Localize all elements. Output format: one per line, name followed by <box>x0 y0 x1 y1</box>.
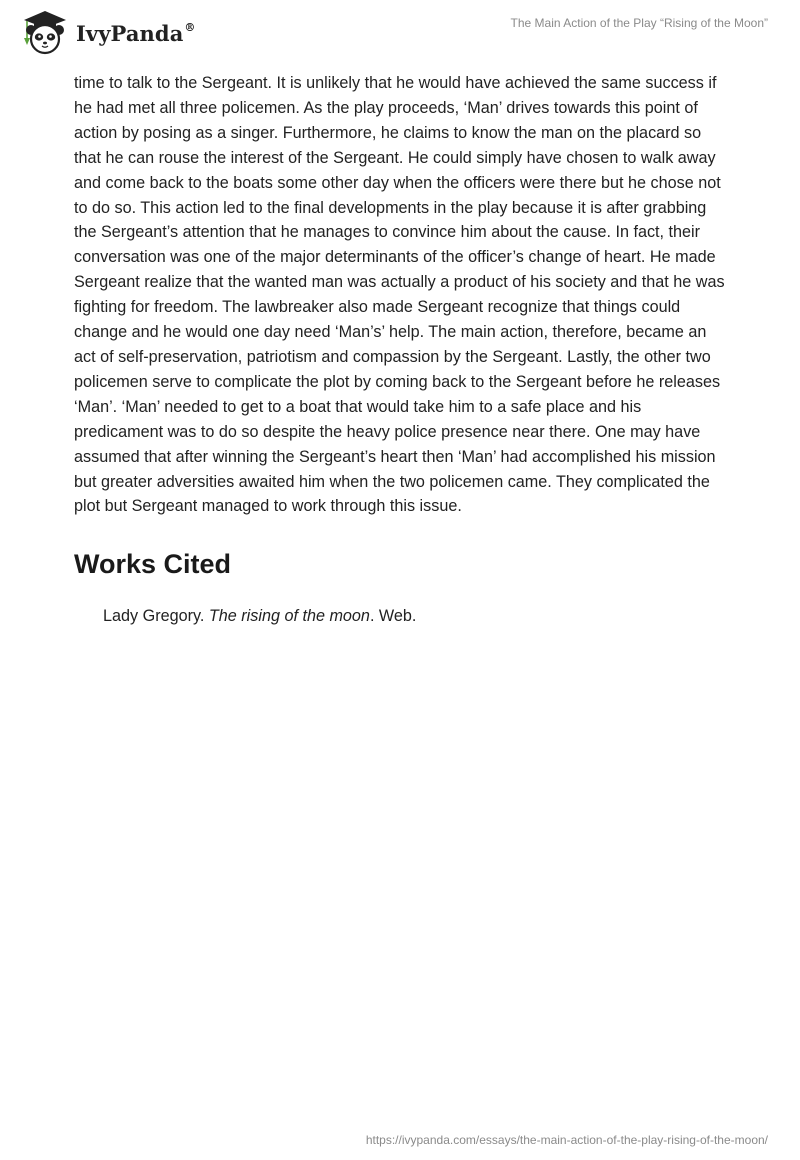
body-paragraph: time to talk to the Sergeant. It is unlikely that he would have achieved the same success if he had met all three policemen. As the play proceeds, ‘Man’ drives towards this point of action by posing as a singer. Furthermore, he claims to know the man on the placard so that he can rouse the interest of the Sergeant. He could simply have chosen to walk away and come back to the boats some other day when the officers were there but he chose not to do so. This action led to the final developments in the play because it is after grabbing the Sergeant’s attention that he manages to convince him about the cause. In fact, their conversation was one of the major determinants of the officer’s change of heart. He made Sergeant realize that the wanted man was actually a product of his society and that he was fighting for freedom. The lawbreaker also made Sergeant recognize that things could change and he would one day need ‘Man’s’ help. The main action, therefore, became an act of self-preservation, patriotism and compassion by the Sergeant. Lastly, the other two policemen serve to complicate the plot by coming back to the Sergeant before he releases ‘Man’. ‘Man’ needed to get to a boat that would take him to a safe place and his predicament was to do so despite the heavy police presence near there. One may have assumed that after winning the Sergeant’s heart then ‘Man’ had accomplished his mission but greater adversities awaited him when the two policemen came. They complicated the plot but Sergeant managed to work through this issue. <box>74 74 725 516</box>
source-url[interactable]: https://ivypanda.com/essays/the-main-action-of-the-play-rising-of-the-moon/ <box>365 1133 768 1147</box>
citation-entry <box>103 604 729 628</box>
ivypanda-logo[interactable] <box>14 8 196 56</box>
works-cited-heading: Works Cited <box>74 549 232 580</box>
logo-wordmark <box>76 21 196 46</box>
logo-name: IvyPanda <box>76 20 184 46</box>
citation-author: Lady Gregory. <box>103 607 209 626</box>
page-header <box>0 0 800 62</box>
essay-content <box>74 71 729 628</box>
citation-suffix: . Web. <box>369 607 417 626</box>
panda-graduate-icon <box>14 8 72 56</box>
registered-mark: ® <box>184 20 196 34</box>
running-title: The Main Action of the Play “Rising of the Moon” <box>510 16 768 30</box>
citation-title: The rising of the moon <box>208 607 370 626</box>
